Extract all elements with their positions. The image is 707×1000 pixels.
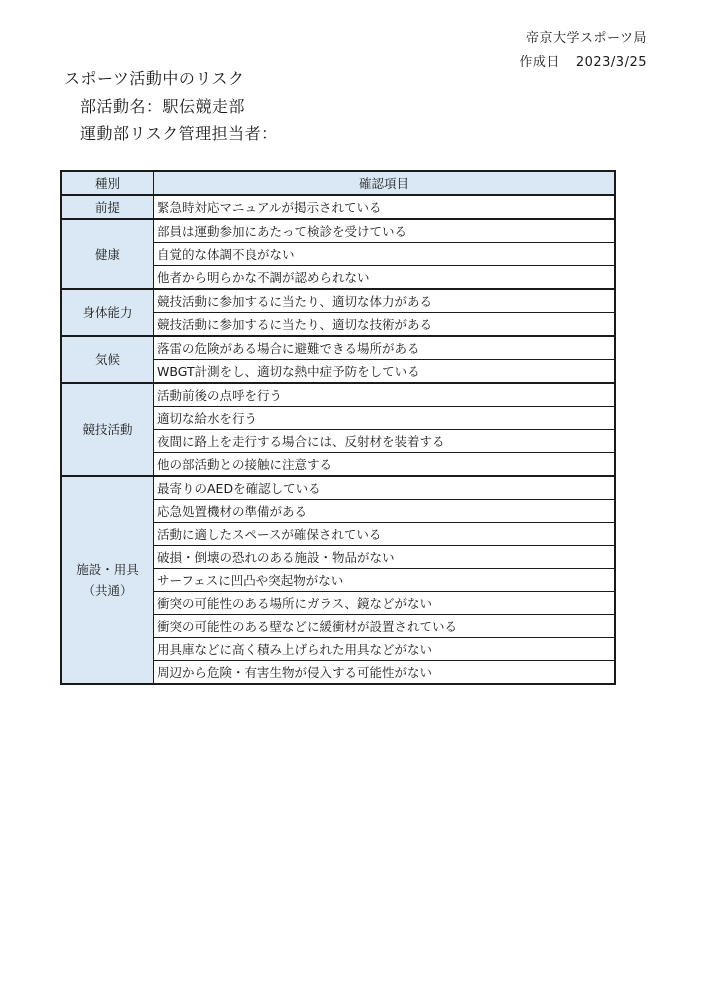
- check-item-cell: サーフェスに凹凸や突起物がない: [154, 569, 616, 592]
- check-item-cell: 自覚的な体調不良がない: [154, 243, 616, 266]
- check-item-cell: 部員は運動参加にあたって検診を受けている: [154, 219, 616, 243]
- category-label: 健康: [94, 246, 120, 262]
- category-label: 前提: [94, 199, 120, 215]
- check-item-cell: 夜間に路上を走行する場合には、反射材を装着する: [154, 430, 616, 453]
- table-row: [61, 195, 615, 219]
- check-item-cell: 他の部活動との接触に注意する: [154, 453, 616, 477]
- category-group: [61, 219, 615, 289]
- check-item-cell: 破損・倒壊の恐れのある施設・物品がない: [154, 546, 616, 569]
- check-item-cell: 落雷の危険がある場合に避難できる場所がある: [154, 336, 616, 360]
- club-name-line: 部活動名：駅伝競走部: [80, 97, 246, 116]
- check-item-cell: 他者から明らかな不調が認められない: [154, 266, 616, 290]
- category-cell: [61, 336, 154, 383]
- category-label: 施設・用具: [76, 562, 139, 577]
- risk-checklist-table: [60, 170, 616, 685]
- category-cell: [61, 219, 154, 289]
- creation-date-label: 作成日: [519, 55, 560, 70]
- category-label: 競技活動: [82, 422, 133, 437]
- check-item-cell: 衝突の可能性のある場所にガラス、鏡などがない: [154, 592, 616, 615]
- table-row: [61, 476, 615, 500]
- category-cell: [61, 476, 154, 684]
- category-cell: [61, 383, 154, 476]
- check-item-cell: 用具庫などに高く積み上げられた用具などがない: [154, 638, 616, 661]
- check-item-cell: 応急処置機材の準備がある: [154, 500, 616, 523]
- check-item-cell: 適切な給水を行う: [154, 407, 616, 430]
- check-item-column-header: 確認項目: [154, 171, 616, 195]
- check-item-cell: 緊急時対応マニュアルが掲示されている: [154, 195, 616, 219]
- check-item-cell: 活動前後の点呼を行う: [154, 383, 616, 407]
- table-row: [61, 219, 615, 243]
- check-item-cell: WBGT計測をし、適切な熱中症予防をしている: [154, 360, 616, 384]
- check-item-cell: 活動に適したスペースが確保されている: [154, 523, 616, 546]
- check-item-cell: 周辺から危険・有害生物が侵入する可能性がない: [154, 661, 616, 685]
- document-title: スポーツ活動中のリスク: [64, 69, 245, 88]
- category-column-header: 種別: [61, 171, 154, 195]
- check-item-cell: 最寄りのAEDを確認している: [154, 476, 616, 500]
- risk-manager-line: 運動部リスク管理担当者：: [80, 124, 278, 143]
- category-group: [61, 289, 615, 336]
- category-label: 気候: [94, 352, 120, 367]
- table-row: [61, 336, 615, 360]
- category-group: [61, 195, 615, 219]
- check-item-cell: 衝突の可能性のある壁などに緩衝材が設置されている: [154, 615, 616, 638]
- category-label: 身体能力: [82, 305, 133, 320]
- table-row: [61, 289, 615, 313]
- creation-date-row: [519, 51, 647, 70]
- category-cell: [61, 289, 154, 336]
- category-label: （共通）: [82, 583, 133, 598]
- organization-name: 帝京大学スポーツ局: [526, 31, 647, 46]
- table-header-row: [61, 171, 615, 195]
- category-cell: [61, 195, 154, 219]
- category-group: [61, 476, 615, 684]
- check-item-cell: 競技活動に参加するに当たり、適切な技術がある: [154, 313, 616, 337]
- check-item-cell: 競技活動に参加するに当たり、適切な体力がある: [154, 289, 616, 313]
- category-group: [61, 383, 615, 476]
- table-row: [61, 383, 615, 407]
- creation-date-value: 2023/3/25: [575, 55, 647, 70]
- category-group: [61, 336, 615, 383]
